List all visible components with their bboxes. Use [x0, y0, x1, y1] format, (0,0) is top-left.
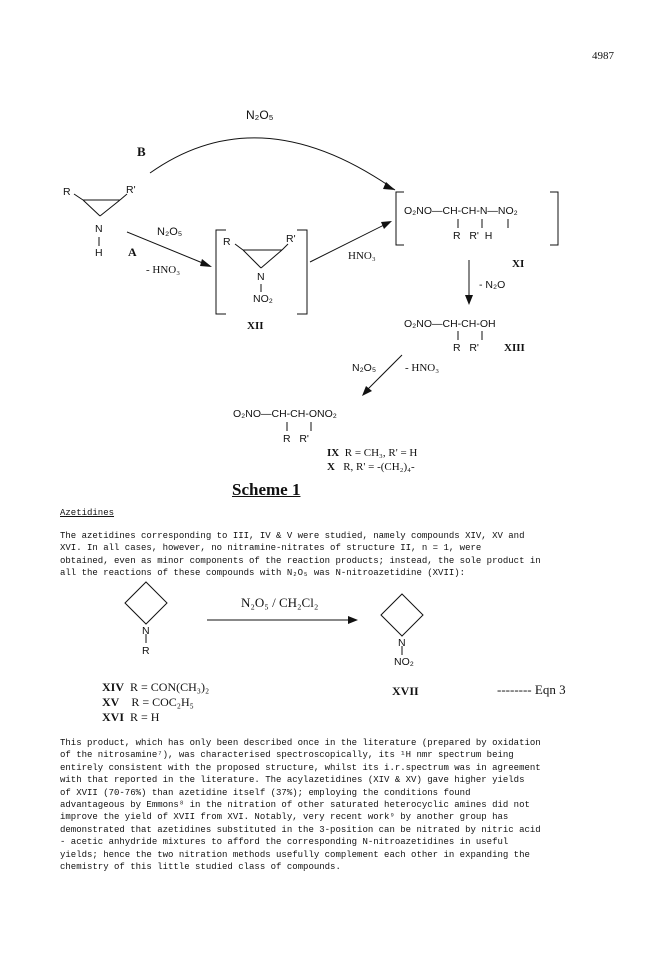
eqn3-xiv-row [102, 680, 209, 695]
intro-paragraph [60, 530, 620, 580]
aziridine-r-prime: R' [126, 184, 136, 196]
xii-r: R [223, 236, 231, 248]
xii-ring-left [243, 250, 261, 268]
eqn3-xiv-text: R = CON(CH₃)₂ [130, 680, 210, 694]
eqn3-xv-row [102, 695, 194, 710]
eqn3-xvi-id: XVI [102, 710, 125, 724]
route-b-label: B [137, 144, 146, 159]
intro-line: obtained, even as minor components of the reaction products; instead, the sole product in [60, 555, 541, 566]
product-x-id: X [327, 461, 335, 473]
eqn3-reactant-n: N [142, 625, 150, 637]
intro-line: all the reactions of these compounds with N₂O₅ was N-nitroazetidine (XVII): [60, 568, 466, 579]
xii-label: XII [247, 320, 264, 332]
route-a-label: A [128, 245, 137, 259]
product-ix-id: IX [327, 447, 340, 459]
xi-formula: O₂NO—CH-CH-N—NO₂ [404, 205, 518, 217]
xi-label: XI [512, 258, 525, 270]
aziridine-r: R [63, 186, 71, 198]
xiii-formula: O₂NO—CH-CH-OH [404, 318, 496, 330]
reagent-minus-n2o: - N₂O [479, 279, 506, 291]
eqn3-reagent: N₂O₅ / CH₂Cl₂ [241, 595, 319, 610]
discussion-line: with that reported in the literature. The acylazetidines (XIV & XV) gave higher yields [60, 775, 525, 786]
xii-to-xi-arrowhead [381, 221, 392, 229]
bracket-xi-right [550, 192, 558, 245]
discussion-line: of XVII (70-76%) than azetidine itself (37%); employing the conditions found [60, 787, 471, 798]
discussion-line: of the nitrosamine⁷), was characterised spectroscopically, its ¹H nmr spectrum being [60, 750, 514, 761]
discussion-paragraph [60, 737, 620, 873]
reagent-minus-hno3-lower: - HNO₃ [405, 362, 440, 374]
discussion-line: chemistry of this little studied class of compounds. [60, 862, 341, 873]
discussion-line: entirely consistent with the proposed structure, whilst its i.r.spectrum was in agreement [60, 762, 541, 773]
section-heading: Azetidines [60, 508, 115, 518]
reagent-n2o5-lower: N₂O₅ [352, 362, 377, 374]
intro-line: The azetidines corresponding to III, IV & V were studied, namely compounds XIV, XV and [60, 531, 525, 541]
eqn3-arrowhead [348, 616, 358, 624]
intro-line: XVI. In all cases, however, no nitramine-nitrates of structure II, n = 1, were [60, 543, 482, 554]
xii-r-bond [235, 244, 243, 250]
bracket-xii-right [297, 230, 307, 314]
discussion-line: - acetic anhydride mixtures to afford the corresponding N-nitroazetidines in useful [60, 837, 509, 848]
xiii-to-product-arrowhead [362, 386, 372, 396]
route-b-arrow [150, 138, 395, 190]
eqn3-product-n: N [398, 637, 406, 649]
eqn3-product-label: XVII [392, 684, 419, 698]
eqn3-xvi-text: R = H [130, 710, 160, 724]
eqn3-xiv-id: XIV [102, 680, 125, 694]
product-ix-row [327, 447, 417, 459]
discussion-line: yields; hence the two nitration methods usefully complement each other in expanding the [60, 849, 530, 860]
xiii-label: XIII [504, 342, 525, 354]
aziridine-ring-right [100, 200, 120, 216]
eqn3-xvi-row [102, 710, 159, 725]
scheme-title: Scheme 1 [232, 480, 301, 499]
xiii-to-product-arrow [364, 355, 402, 393]
product-x-text: R, R' = -(CH₂)₄- [343, 461, 415, 473]
product-substituents: R R' [283, 433, 309, 445]
aziridine-h: H [95, 247, 103, 259]
aziridine-ring-left [83, 200, 100, 216]
reagent-n2o5-top: N₂O₅ [246, 108, 274, 122]
eqn3-xv-text: R = COC₂H₅ [131, 695, 194, 709]
eqn3-xv-id: XV [102, 695, 120, 709]
discussion-line: This product, which has only been described once in the literature (prepared by oxidation [60, 738, 541, 748]
xiii-substituents: R R' [453, 342, 479, 354]
aziridine-r-bond [74, 194, 83, 200]
reagent-a-n2o5: N₂O₅ [157, 226, 183, 238]
page-number: 4987 [592, 50, 614, 62]
aziridine-n: N [95, 223, 103, 235]
bracket-xi-left [396, 192, 404, 245]
discussion-line: improve the yield of XVII from XVI. Notably, very recent work⁹ by another group has [60, 812, 509, 823]
xi-substituents: R R' H [453, 230, 493, 242]
eqn3-product-no2: NO₂ [394, 656, 414, 668]
product-ix-text: R = CH₃, R' = H [344, 447, 418, 459]
reactant-azetidine-ring [125, 582, 167, 624]
reagent-hno3: HNO₃ [348, 250, 376, 262]
discussion-line: demonstrated that azetidines substituted in the 3-position can be nitrated by nitric acid [60, 824, 541, 835]
product-x-row [327, 461, 415, 473]
xii-r-prime: R' [286, 233, 296, 245]
xii-no2: NO₂ [253, 293, 273, 305]
reagent-a-minus-hno3: - HNO₃ [146, 264, 181, 276]
route-a-arrowhead [200, 259, 212, 267]
xii-ring-right [261, 250, 282, 268]
discussion-line: advantageous by Emmons⁸ in the nitration of other saturated heterocyclic amines did not [60, 800, 530, 811]
eqn3-reactant-r: R [142, 645, 150, 657]
xii-n: N [257, 271, 265, 283]
xi-to-xiii-arrowhead [465, 295, 473, 305]
product-azetidine-ring [381, 594, 423, 636]
eqn3-label: -------- Eqn 3 [497, 682, 566, 697]
product-formula: O₂NO—CH-CH-ONO₂ [233, 408, 337, 420]
